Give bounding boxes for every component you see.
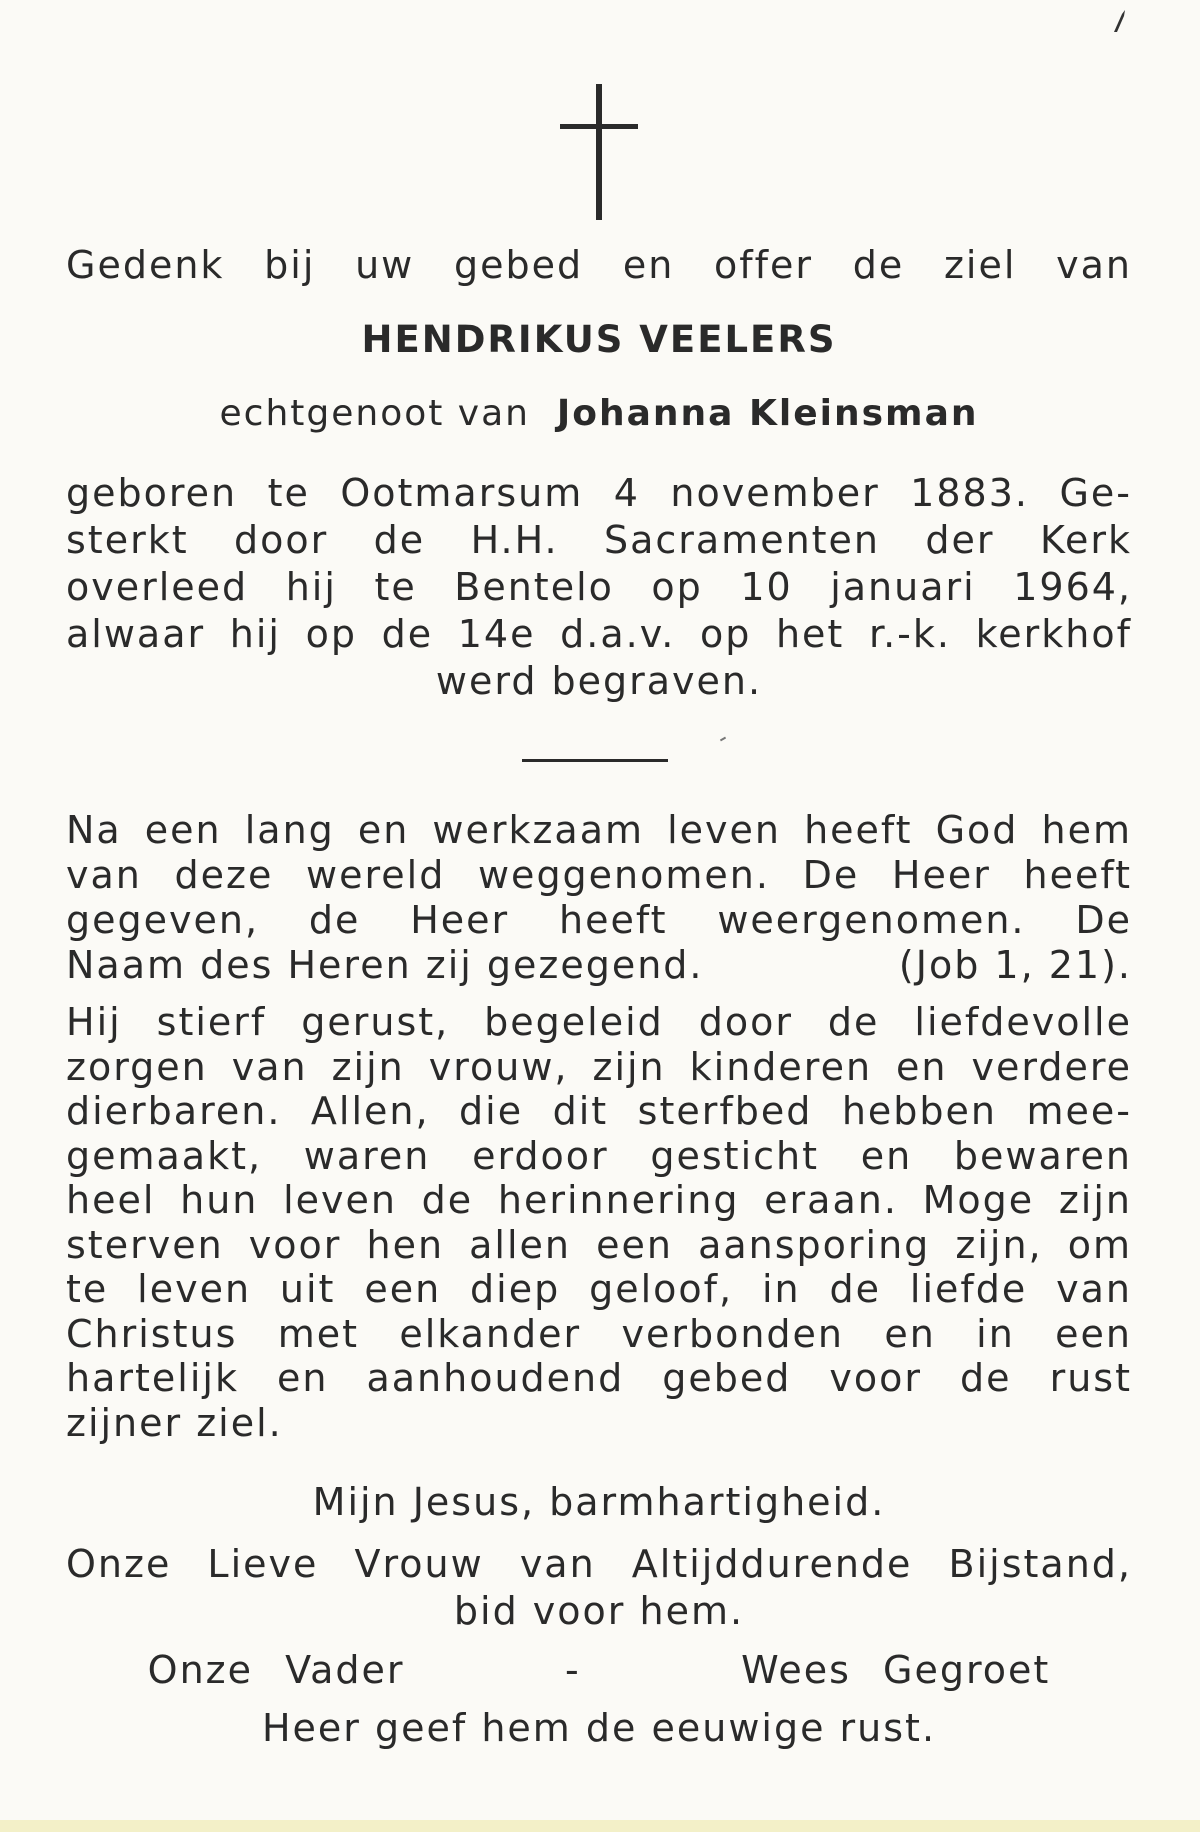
deceased-name: HENDRIKUS VEELERS bbox=[361, 318, 837, 361]
biography bbox=[66, 470, 1132, 705]
body-line: te leven uit een diep geloof, in de liefde van bbox=[66, 1267, 1132, 1311]
bio-line: sterkt door de H.H. Sacramenten der Kerk bbox=[66, 518, 1132, 562]
body-line: Hij stierf gerust, begeleid door de liefdevolle bbox=[66, 1000, 1132, 1044]
paper-speck bbox=[720, 737, 726, 742]
scripture-line: Na een lang en werkzaam leven heeft God hem bbox=[66, 808, 1132, 852]
spouse-section bbox=[66, 393, 1132, 434]
body-line: dierbaren. Allen, die dit sterfbed hebben mee- bbox=[66, 1089, 1132, 1133]
body-line: gemaakt, waren erdoor gesticht en bewaren bbox=[66, 1133, 1132, 1178]
spouse-line bbox=[66, 393, 1132, 434]
prayer-line-2: Onze Lieve Vrouw van Altijddurende Bijstand, bbox=[66, 1542, 1132, 1586]
prayer-line-3: bid voor hem. bbox=[453, 1589, 745, 1633]
header-section bbox=[66, 243, 1132, 287]
paper-edge bbox=[0, 1820, 1200, 1832]
bio-line: overleed hij te Bentelo op 10 januari 1964, bbox=[66, 565, 1132, 609]
scripture-last-line bbox=[66, 943, 1132, 988]
scripture-line: van deze wereld weggenomen. De Heer heeft bbox=[66, 853, 1132, 897]
pen-mark-icon bbox=[1112, 8, 1126, 34]
body-line: zijner ziel. bbox=[66, 1400, 283, 1445]
bio-line: geboren te Ootmarsum 4 november 1883. Ge- bbox=[66, 471, 1132, 515]
divider bbox=[522, 759, 668, 762]
scripture bbox=[66, 808, 1132, 988]
latin-cross-icon bbox=[560, 84, 638, 220]
body-line: hartelijk en aanhoudend gebed voor de rust bbox=[66, 1356, 1132, 1400]
spouse-name: Johanna Kleinsman bbox=[556, 393, 979, 434]
body-line: heel hun leven de herinnering eraan. Moge zijn bbox=[66, 1178, 1132, 1222]
body-line: sterven voor hen allen een aansporing zijn, om bbox=[66, 1222, 1132, 1267]
bio-line: werd begraven. bbox=[435, 659, 763, 703]
body-text bbox=[66, 1000, 1132, 1445]
prayer-line-1: Mijn Jesus, barmhartigheid. bbox=[312, 1480, 886, 1524]
scripture-reference: (Job 1, 21). bbox=[898, 943, 1132, 987]
prayer-separator: - bbox=[564, 1648, 581, 1692]
prayer-line-5: Heer geef hem de eeuwige rust. bbox=[261, 1706, 937, 1750]
prayer-wees-gegroet: Wees Gegroet bbox=[741, 1648, 1051, 1692]
scripture-line: gegeven, de Heer heeft weergenomen. De bbox=[66, 898, 1132, 942]
header-text: Gedenk bij uw gebed en offer de ziel van bbox=[66, 243, 1132, 287]
name-section bbox=[66, 318, 1132, 361]
prayer-line-4 bbox=[66, 1648, 1132, 1692]
spouse-prefix: echtgenoot van bbox=[219, 393, 530, 434]
prayer-onze-vader: Onze Vader bbox=[147, 1648, 405, 1692]
body-line: Christus met elkander verbonden en in een bbox=[66, 1311, 1132, 1356]
bio-line: alwaar hij op de 14e d.a.v. op het r.-k. kerkhof bbox=[66, 612, 1132, 656]
scripture-line: Naam des Heren zij gezegend. bbox=[66, 943, 704, 987]
body-line: zorgen van zijn vrouw, zijn kinderen en verdere bbox=[66, 1044, 1132, 1089]
